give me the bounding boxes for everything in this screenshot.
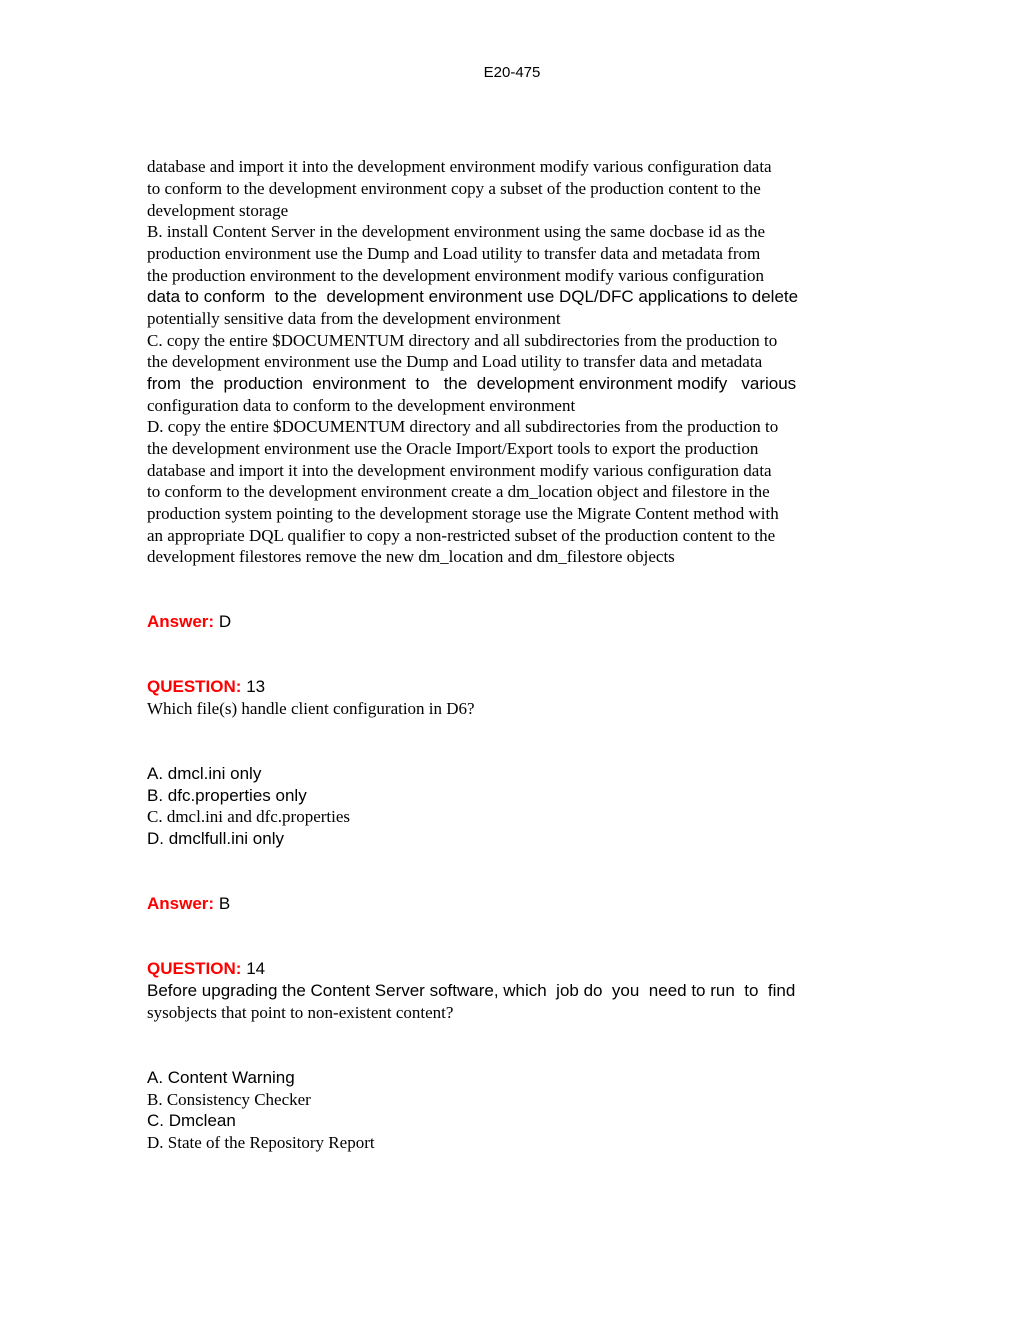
option-b-line: potentially sensitive data from the development environment — [147, 309, 561, 328]
q14-option-d: D. State of the Repository Report — [147, 1133, 375, 1152]
option-d-line: D. copy the entire $DOCUMENTUM directory and all subdirectories from the production to — [147, 417, 779, 436]
q14-option-b: B. Consistency Checker — [147, 1090, 311, 1109]
option-c-line: configuration data to conform to the development environment — [147, 396, 576, 415]
answer-label: Answer: — [147, 612, 215, 631]
q14-option-a: A. Content Warning — [147, 1068, 295, 1087]
answer-label: Answer: — [147, 894, 215, 913]
option-b-line: the production environment to the development environment modify various configuration — [147, 266, 765, 285]
q13-option-c: C. dmcl.ini and dfc.properties — [147, 807, 351, 826]
option-a-continued-line: development storage — [147, 201, 289, 220]
answer-value: D — [218, 612, 232, 631]
question-14-text-line: Before upgrading the Content Server software, which job do you need to run to find — [147, 981, 796, 1000]
option-b-line: production environment use the Dump and Load utility to transfer data and metadata from — [147, 244, 761, 263]
question-14-text-line: sysobjects that point to non-existent content? — [147, 1003, 454, 1022]
option-d-line: production system pointing to the development storage use the Migrate Content method with — [147, 504, 779, 523]
question-label: QUESTION: — [147, 959, 242, 978]
option-b-line: B. install Content Server in the development environment using the same docbase id as the — [147, 222, 766, 241]
q14-option-c: C. Dmclean — [147, 1111, 236, 1130]
page-header: E20-475 — [483, 64, 541, 81]
answer-13 — [147, 894, 230, 914]
q13-option-b: B. dfc.properties only — [147, 786, 307, 805]
question-14-heading — [147, 959, 265, 979]
q13-option-a: A. dmcl.ini only — [147, 764, 262, 783]
answer-value: B — [218, 894, 231, 913]
option-a-continued-line: to conform to the development environment copy a subset of the production content to the — [147, 179, 761, 198]
option-d-line: database and import it into the development environment modify various configuration data — [147, 461, 772, 480]
question-number: 14 — [246, 959, 266, 978]
option-c-line: from the production environment to the development environment modify various — [147, 374, 797, 393]
option-c-line: the development environment use the Dump and Load utility to transfer data and metadata — [147, 352, 763, 371]
question-13-heading — [147, 677, 265, 697]
question-13-text: Which file(s) handle client configuration in D6? — [147, 699, 475, 718]
question-number: 13 — [246, 677, 266, 696]
option-d-line: an appropriate DQL qualifier to copy a non-restricted subset of the production content to the — [147, 526, 776, 545]
option-d-line: development filestores remove the new dm_location and dm_filestore objects — [147, 547, 675, 566]
answer-12 — [147, 612, 231, 632]
option-a-continued-line: database and import it into the development environment modify various configuration data — [147, 157, 772, 176]
option-d-line: the development environment use the Oracle Import/Export tools to export the production — [147, 439, 759, 458]
option-d-line: to conform to the development environment create a dm_location object and filestore in the — [147, 482, 770, 501]
q13-option-d: D. dmclfull.ini only — [147, 829, 284, 848]
question-label: QUESTION: — [147, 677, 242, 696]
option-b-line: data to conform to the development environment use DQL/DFC applications to delete — [147, 287, 799, 306]
option-c-line: C. copy the entire $DOCUMENTUM directory and all subdirectories from the production to — [147, 331, 778, 350]
